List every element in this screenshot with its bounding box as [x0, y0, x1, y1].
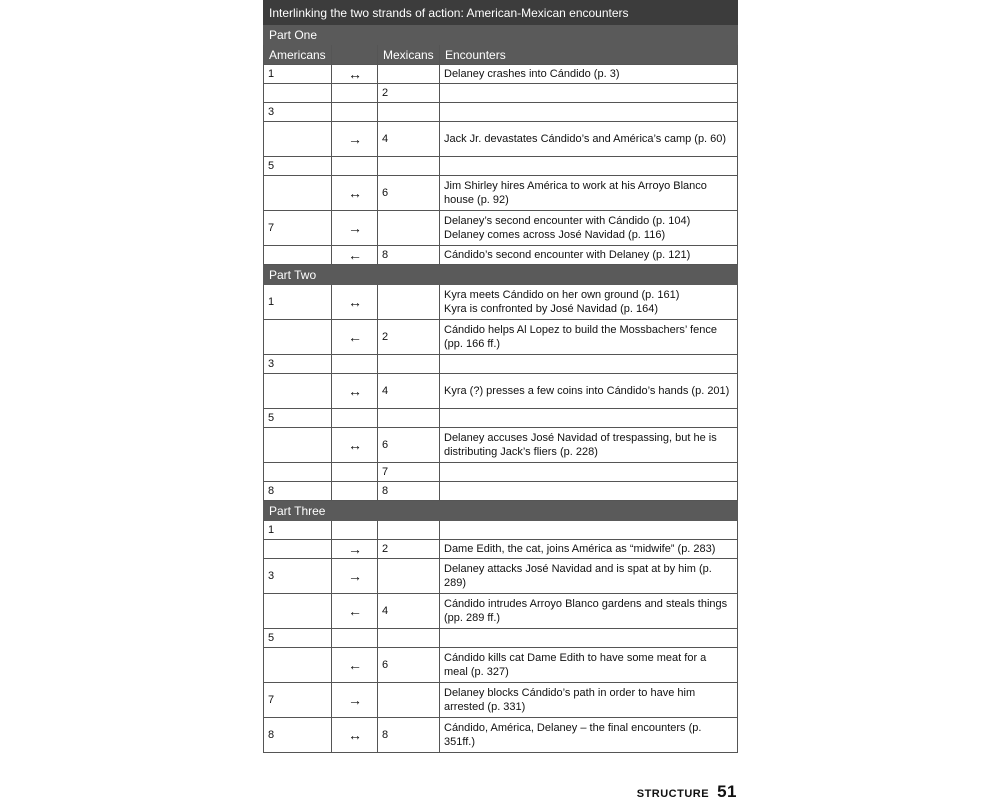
encounter-cell: Kyra (?) presses a few coins into Cándido’s hands (p. 201)	[440, 374, 738, 409]
mexicans-cell: 2	[378, 540, 440, 559]
direction-arrow-icon	[332, 521, 378, 540]
direction-arrow-icon	[332, 355, 378, 374]
table-row	[264, 103, 738, 122]
encounter-cell: Jack Jr. devastates Cándido’s and América’s camp (p. 60)	[440, 122, 738, 157]
table-row	[264, 428, 738, 463]
mexicans-cell	[378, 65, 440, 84]
americans-cell	[264, 374, 332, 409]
page-footer	[637, 782, 737, 802]
americans-cell: 8	[264, 718, 332, 753]
encounter-cell: Dame Edith, the cat, joins América as “midwife” (p. 283)	[440, 540, 738, 559]
part-header-row	[264, 25, 738, 45]
mexicans-cell: 7	[378, 463, 440, 482]
part-header-row	[264, 501, 738, 521]
column-header-arrow	[332, 45, 378, 65]
mexicans-cell	[378, 211, 440, 246]
part-label: Part One	[264, 25, 738, 45]
americans-cell	[264, 84, 332, 103]
encounter-cell	[440, 84, 738, 103]
table-row	[264, 521, 738, 540]
encounter-line: Kyra is confronted by José Navidad (p. 164)	[444, 303, 659, 315]
direction-arrow-icon: →	[332, 211, 378, 246]
encounter-cell	[440, 211, 738, 246]
encounter-cell	[440, 355, 738, 374]
direction-arrow-icon: ↔	[332, 176, 378, 211]
encounter-cell	[440, 157, 738, 176]
encounter-cell: Cándido kills cat Dame Edith to have some meat for a meal (p. 327)	[440, 648, 738, 683]
mexicans-cell: 6	[378, 428, 440, 463]
table-row	[264, 65, 738, 84]
direction-arrow-icon	[332, 103, 378, 122]
direction-arrow-icon: ↔	[332, 428, 378, 463]
table-row	[264, 540, 738, 559]
americans-cell	[264, 246, 332, 265]
table-title-row	[264, 1, 738, 25]
part-label: Part Three	[264, 501, 738, 521]
americans-cell	[264, 428, 332, 463]
americans-cell: 5	[264, 157, 332, 176]
column-header-encounters: Encounters	[440, 45, 738, 65]
direction-arrow-icon: ↔	[332, 285, 378, 320]
mexicans-cell: 4	[378, 122, 440, 157]
direction-arrow-icon: →	[332, 559, 378, 594]
direction-arrow-icon	[332, 463, 378, 482]
column-header-americans: Americans	[264, 45, 332, 65]
mexicans-cell	[378, 559, 440, 594]
encounter-cell	[440, 521, 738, 540]
page-number: 51	[717, 782, 737, 801]
column-header-row	[264, 45, 738, 65]
americans-cell	[264, 122, 332, 157]
encounter-cell: Cándido intrudes Arroyo Blanco gardens and steals things (pp. 289 ff.)	[440, 594, 738, 629]
table-row	[264, 559, 738, 594]
americans-cell: 8	[264, 482, 332, 501]
mexicans-cell: 8	[378, 718, 440, 753]
table-row	[264, 176, 738, 211]
encounter-line: Delaney comes across José Navidad (p. 116)	[444, 229, 666, 241]
encounter-line: Delaney’s second encounter with Cándido (p. 104)	[444, 215, 691, 227]
encounter-cell: Delaney attacks José Navidad and is spat at by him (p. 289)	[440, 559, 738, 594]
americans-cell: 7	[264, 211, 332, 246]
table-row	[264, 683, 738, 718]
table-row	[264, 246, 738, 265]
encounters-table	[263, 0, 738, 753]
table-row	[264, 355, 738, 374]
direction-arrow-icon: ←	[332, 320, 378, 355]
americans-cell: 5	[264, 629, 332, 648]
mexicans-cell	[378, 409, 440, 428]
mexicans-cell	[378, 521, 440, 540]
mexicans-cell	[378, 629, 440, 648]
americans-cell	[264, 648, 332, 683]
table-row	[264, 482, 738, 501]
americans-cell: 7	[264, 683, 332, 718]
table-row	[264, 157, 738, 176]
encounter-cell: Cándido helps Al Lopez to build the Mossbachers’ fence (pp. 166 ff.)	[440, 320, 738, 355]
direction-arrow-icon	[332, 409, 378, 428]
americans-cell	[264, 594, 332, 629]
mexicans-cell	[378, 355, 440, 374]
direction-arrow-icon: ←	[332, 246, 378, 265]
direction-arrow-icon: ←	[332, 648, 378, 683]
table-row	[264, 320, 738, 355]
mexicans-cell: 4	[378, 594, 440, 629]
direction-arrow-icon: ↔	[332, 65, 378, 84]
encounter-cell	[440, 103, 738, 122]
table-row	[264, 84, 738, 103]
table-title: Interlinking the two strands of action: American-Mexican encounters	[264, 1, 738, 25]
direction-arrow-icon	[332, 629, 378, 648]
table-row	[264, 409, 738, 428]
encounter-cell	[440, 629, 738, 648]
mexicans-cell: 6	[378, 176, 440, 211]
direction-arrow-icon: →	[332, 122, 378, 157]
americans-cell: 3	[264, 355, 332, 374]
table-row	[264, 718, 738, 753]
encounter-cell: Delaney accuses José Navidad of trespassing, but he is distributing Jack’s fliers (p. 228)	[440, 428, 738, 463]
table-row	[264, 285, 738, 320]
americans-cell: 3	[264, 103, 332, 122]
table-row	[264, 122, 738, 157]
encounter-cell	[440, 463, 738, 482]
mexicans-cell	[378, 157, 440, 176]
americans-cell: 1	[264, 285, 332, 320]
encounter-cell: Delaney crashes into Cándido (p. 3)	[440, 65, 738, 84]
table-row	[264, 211, 738, 246]
encounter-line: Kyra meets Cándido on her own ground (p. 161)	[444, 289, 680, 301]
footer-section-label: STRUCTURE	[636, 788, 710, 800]
part-header-row	[264, 265, 738, 285]
encounter-cell	[440, 482, 738, 501]
americans-cell: 1	[264, 65, 332, 84]
direction-arrow-icon	[332, 482, 378, 501]
mexicans-cell	[378, 285, 440, 320]
americans-cell	[264, 320, 332, 355]
encounter-cell	[440, 409, 738, 428]
direction-arrow-icon	[332, 157, 378, 176]
mexicans-cell: 8	[378, 482, 440, 501]
americans-cell	[264, 463, 332, 482]
direction-arrow-icon: →	[332, 540, 378, 559]
table-body	[264, 1, 738, 753]
americans-cell: 3	[264, 559, 332, 594]
mexicans-cell: 2	[378, 320, 440, 355]
encounter-cell: Jim Shirley hires América to work at his Arroyo Blanco house (p. 92)	[440, 176, 738, 211]
americans-cell: 1	[264, 521, 332, 540]
encounter-cell: Cándido, América, Delaney – the final encounters (p. 351ff.)	[440, 718, 738, 753]
direction-arrow-icon: ↔	[332, 374, 378, 409]
table-row	[264, 629, 738, 648]
encounters-table-container	[263, 0, 737, 753]
table-row	[264, 648, 738, 683]
table-row	[264, 594, 738, 629]
direction-arrow-icon: ←	[332, 594, 378, 629]
part-label: Part Two	[264, 265, 738, 285]
encounter-cell: Delaney blocks Cándido’s path in order to have him arrested (p. 331)	[440, 683, 738, 718]
mexicans-cell: 6	[378, 648, 440, 683]
encounter-cell: Cándido’s second encounter with Delaney (p. 121)	[440, 246, 738, 265]
mexicans-cell	[378, 683, 440, 718]
column-header-mexicans: Mexicans	[378, 45, 440, 65]
americans-cell: 5	[264, 409, 332, 428]
mexicans-cell: 8	[378, 246, 440, 265]
table-row	[264, 374, 738, 409]
mexicans-cell	[378, 103, 440, 122]
direction-arrow-icon	[332, 84, 378, 103]
mexicans-cell: 2	[378, 84, 440, 103]
americans-cell	[264, 176, 332, 211]
direction-arrow-icon: →	[332, 683, 378, 718]
encounter-cell	[440, 285, 738, 320]
direction-arrow-icon: ↔	[332, 718, 378, 753]
americans-cell	[264, 540, 332, 559]
table-row	[264, 463, 738, 482]
mexicans-cell: 4	[378, 374, 440, 409]
